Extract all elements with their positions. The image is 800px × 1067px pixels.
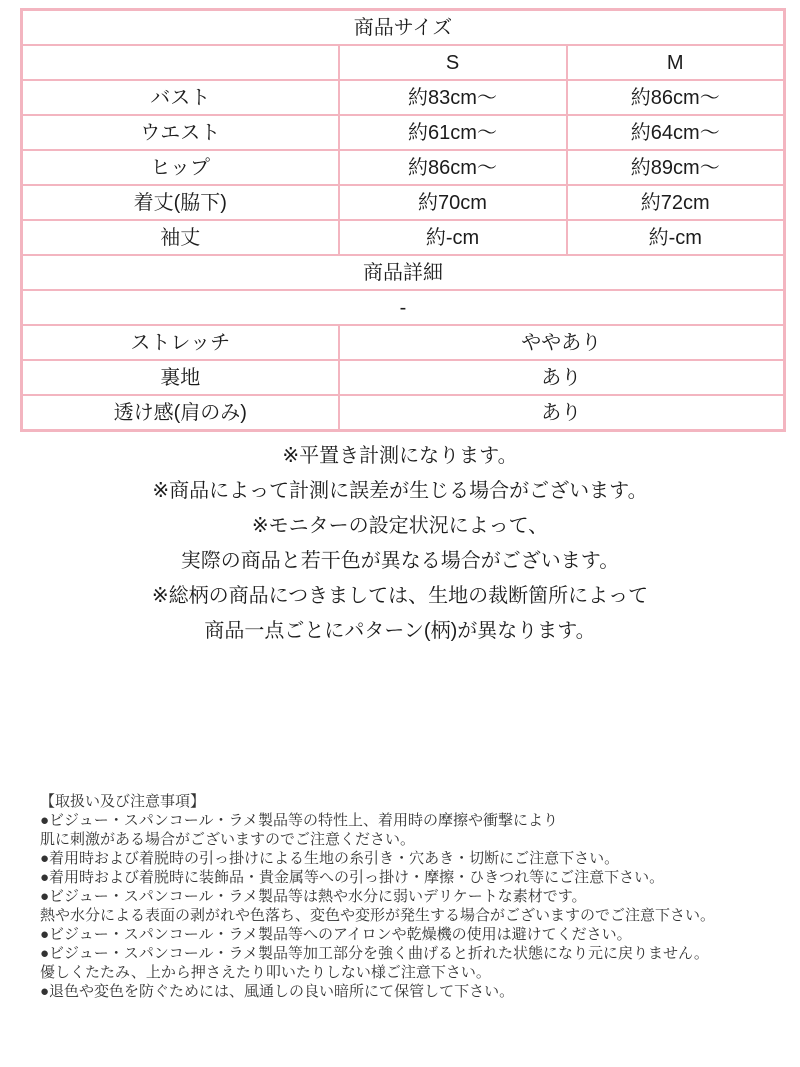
- detail-row-lining: [22, 360, 785, 395]
- note-line: 商品一点ごとにパターン(柄)が異なります。: [204, 620, 596, 642]
- detail-row-value: あり: [339, 360, 785, 395]
- detail-row-value: あり: [339, 395, 785, 431]
- detail-row-stretch: [22, 325, 785, 360]
- detail-row-label: ストレッチ: [22, 325, 339, 360]
- size-table-title-row: [22, 10, 785, 46]
- detail-row-sheerness: [22, 395, 785, 431]
- detail-placeholder-row: [22, 290, 785, 325]
- size-value-s: 約-cm: [339, 220, 567, 255]
- size-row-label: 袖丈: [22, 220, 339, 255]
- care-line: 優しくたたみ、上から押さえたり叩いたりしない様ご注意下さい。: [40, 964, 491, 981]
- size-column-header-row: [22, 45, 785, 80]
- note-line: ※平置き計測になります。: [282, 445, 518, 467]
- care-line: ●ビジュー・スパンコール・ラメ製品等加工部分を強く曲げると折れた状態になり元に戻りません。: [40, 945, 709, 962]
- note-line: ※商品によって計測に誤差が生じる場合がございます。: [152, 480, 648, 502]
- product-spec-table: [20, 8, 786, 432]
- note-line: ※総柄の商品につきましては、生地の裁断箇所によって: [151, 585, 649, 607]
- size-row-hip: [22, 150, 785, 185]
- size-row-bust: [22, 80, 785, 115]
- care-line: ●ビジュー・スパンコール・ラメ製品等の特性上、着用時の摩擦や衝撃により: [40, 812, 559, 829]
- size-value-m: 約89cm～: [567, 150, 785, 185]
- care-instructions: [40, 792, 790, 1001]
- care-line: ●着用時および着脱時に装飾品・貴金属等への引っ掛け・摩擦・ひきつれ等にご注意下さい。: [40, 869, 665, 886]
- size-value-s: 約70cm: [339, 185, 567, 220]
- size-value-s: 約86cm～: [339, 150, 567, 185]
- note-line: ※モニターの設定状況によって、: [251, 515, 549, 537]
- detail-row-value: ややあり: [339, 325, 785, 360]
- care-line: 熱や水分による表面の剥がれや色落ち、変色や変形が発生する場合がございますのでご注意下さい。: [40, 907, 716, 924]
- size-value-m: 約86cm～: [567, 80, 785, 115]
- care-line: ●退色や変色を防ぐためには、風通しの良い暗所にて保管して下さい。: [40, 983, 515, 1000]
- size-value-s: 約83cm～: [339, 80, 567, 115]
- size-column-header-m: M: [567, 45, 785, 80]
- care-heading: 【取扱い及び注意事項】: [40, 793, 206, 810]
- size-row-label: ヒップ: [22, 150, 339, 185]
- size-row-length: [22, 185, 785, 220]
- size-row-label: ウエスト: [22, 115, 339, 150]
- size-value-s: 約61cm～: [339, 115, 567, 150]
- care-line: ●ビジュー・スパンコール・ラメ製品等へのアイロンや乾燥機の使用は避けてください。: [40, 926, 632, 943]
- size-column-header-s: S: [339, 45, 567, 80]
- measurement-notes: [0, 439, 800, 649]
- size-row-waist: [22, 115, 785, 150]
- size-value-m: 約64cm～: [567, 115, 785, 150]
- size-value-m: 約-cm: [567, 220, 785, 255]
- size-row-label: バスト: [22, 80, 339, 115]
- size-row-label: 着丈(脇下): [22, 185, 339, 220]
- detail-row-label: 裏地: [22, 360, 339, 395]
- size-header-empty-cell: [22, 45, 339, 80]
- detail-table-title-row: [22, 255, 785, 290]
- size-row-sleeve: [22, 220, 785, 255]
- size-table-title: 商品サイズ: [22, 10, 785, 46]
- detail-row-label: 透け感(肩のみ): [22, 395, 339, 431]
- care-line: ●ビジュー・スパンコール・ラメ製品等は熱や水分に弱いデリケートな素材です。: [40, 888, 587, 905]
- care-line: 肌に刺激がある場合がございますのでご注意ください。: [40, 831, 416, 848]
- detail-placeholder: -: [22, 290, 785, 325]
- detail-table-title: 商品詳細: [22, 255, 785, 290]
- note-line: 実際の商品と若干色が異なる場合がございます。: [180, 550, 620, 572]
- care-line: ●着用時および着脱時の引っ掛けによる生地の糸引き・穴あき・切断にご注意下さい。: [40, 850, 620, 867]
- size-value-m: 約72cm: [567, 185, 785, 220]
